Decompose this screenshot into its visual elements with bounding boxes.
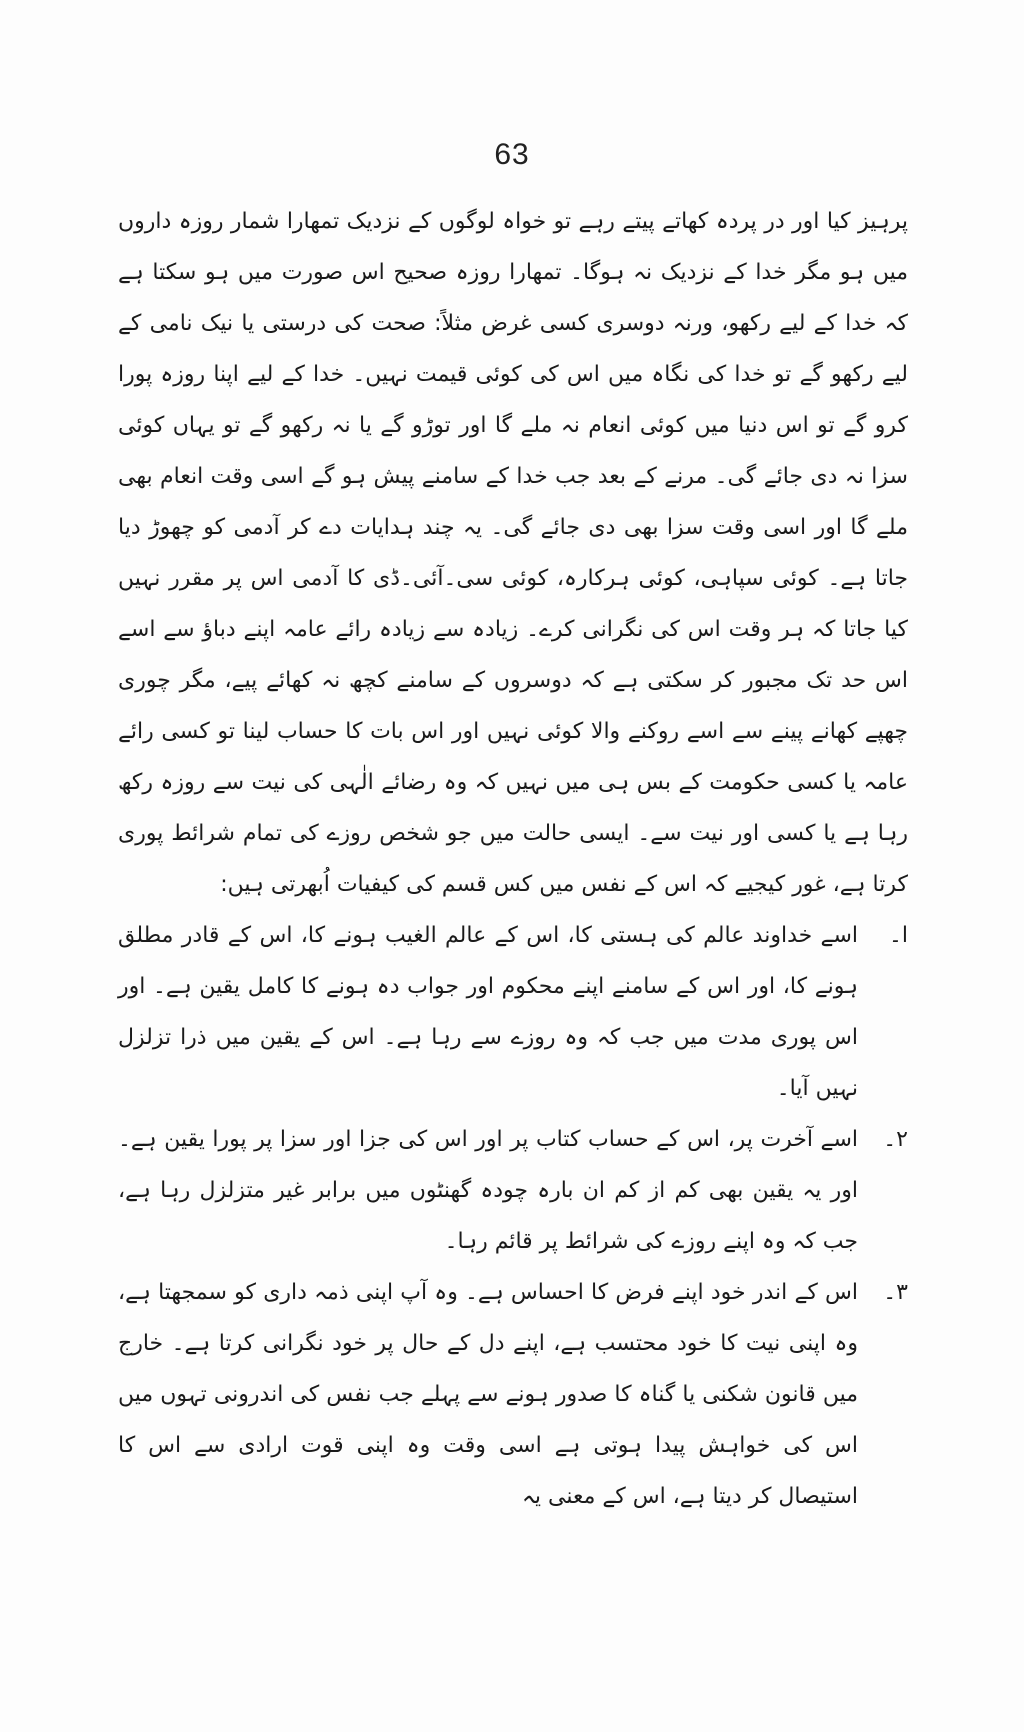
list-item-text: اس کے اندر خود اپنے فرض کا احساس ہے۔ وہ آپ اپنی ذمہ داری کو سمجھتا ہے، وہ اپنی نیت کا خود محتسب ہے، اپنے دل کے حال پر خود نگرانی کرتا ہے۔ خارج میں قانون شکنی یا گناہ کا صدور ہونے سے پہلے جب نفس کی اندرونی تہوں میں اس کی خواہش پیدا ہوتی ہے اسی وقت وہ اپنی قوت ارادی سے اس کا استیصال کر دیتا ہے، اس کے معنی یہ xyxy=(118,1280,858,1509)
list-item-text: اسے آخرت پر، اس کے حساب کتاب پر اور اس کی جزا اور سزا پر پورا یقین ہے۔ اور یہ یقین بھی کم از کم ان بارہ چودہ گھنٹوں میں برابر غیر متزلزل رہا ہے، جب کہ وہ اپنے روزے کی شرائط پر قائم رہا۔ xyxy=(118,1127,858,1254)
list-marker: ۳۔ xyxy=(883,1280,908,1305)
page-number: 63 xyxy=(494,138,530,171)
intro-paragraph: پرہیز کیا اور در پردہ کھاتے پیتے رہے تو خواہ لوگوں کے نزدیک تمھارا شمار روزہ داروں میں ہو مگر خدا کے نزدیک نہ ہوگا۔ تمھارا روزہ صحیح اس صورت میں ہو سکتا ہے کہ خدا کے لیے رکھو، ورنہ دوسری کسی غرض مثلاً: صحت کی درستی یا نیک نامی کے لیے رکھو گے تو خدا کی نگاہ میں اس کی کوئی قیمت نہیں۔ خدا کے لیے اپنا روزہ پورا کرو گے تو اس دنیا میں کوئی انعام نہ ملے گا اور توڑو گے یا نہ رکھو گے تو یہاں کوئی سزا نہ دی جائے گی۔ مرنے کے بعد جب خدا کے سامنے پیش ہو گے اسی وقت انعام بھی ملے گا اور اسی وقت سزا بھی دی جائے گی۔ یہ چند ہدایات دے کر آدمی کو چھوڑ دیا جاتا ہے۔ کوئی سپاہی، کوئی ہرکارہ، کوئی سی۔آئی۔ڈی کا آدمی اس پر مقرر نہیں کیا جاتا کہ ہر وقت اس کی نگرانی کرے۔ زیادہ سے زیادہ رائے عامہ اپنے دباؤ سے اسے اس حد تک مجبور کر سکتی ہے کہ دوسروں کے سامنے کچھ نہ کھائے پیے، مگر چوری چھپے کھانے پینے سے اسے روکنے والا کوئی نہیں اور اس بات کا حساب لینا تو کسی رائے عامہ یا کسی حکومت کے بس ہی میں نہیں کہ وہ رضائے الٰہی کی نیت سے روزہ رکھ رہا ہے یا کسی اور نیت سے۔ ایسی حالت میں جو شخص روزے کی تمام شرائط پوری کرتا ہے، غور کیجیے کہ اس کے نفس میں کس قسم کی کیفیات اُبھرتی ہیں: xyxy=(118,209,908,897)
list-item-text: اسے خداوند عالم کی ہستی کا، اس کے عالم الغیب ہونے کا، اس کے قادر مطلق ہونے کا، اور اس کے سامنے اپنے محکوم اور جواب دہ ہونے کا کامل یقین ہے۔ اور اس پوری مدت میں جب کہ وہ روزے سے رہا ہے۔ اس کے یقین میں ذرا تزلزل نہیں آیا۔ xyxy=(118,923,858,1101)
page-body xyxy=(118,196,908,1522)
list-marker: ا۔ xyxy=(888,923,908,948)
list-item xyxy=(118,1267,908,1522)
list-item xyxy=(118,1114,908,1267)
list-item xyxy=(118,910,908,1114)
numbered-list xyxy=(118,910,908,1522)
list-marker: ۲۔ xyxy=(883,1127,908,1152)
